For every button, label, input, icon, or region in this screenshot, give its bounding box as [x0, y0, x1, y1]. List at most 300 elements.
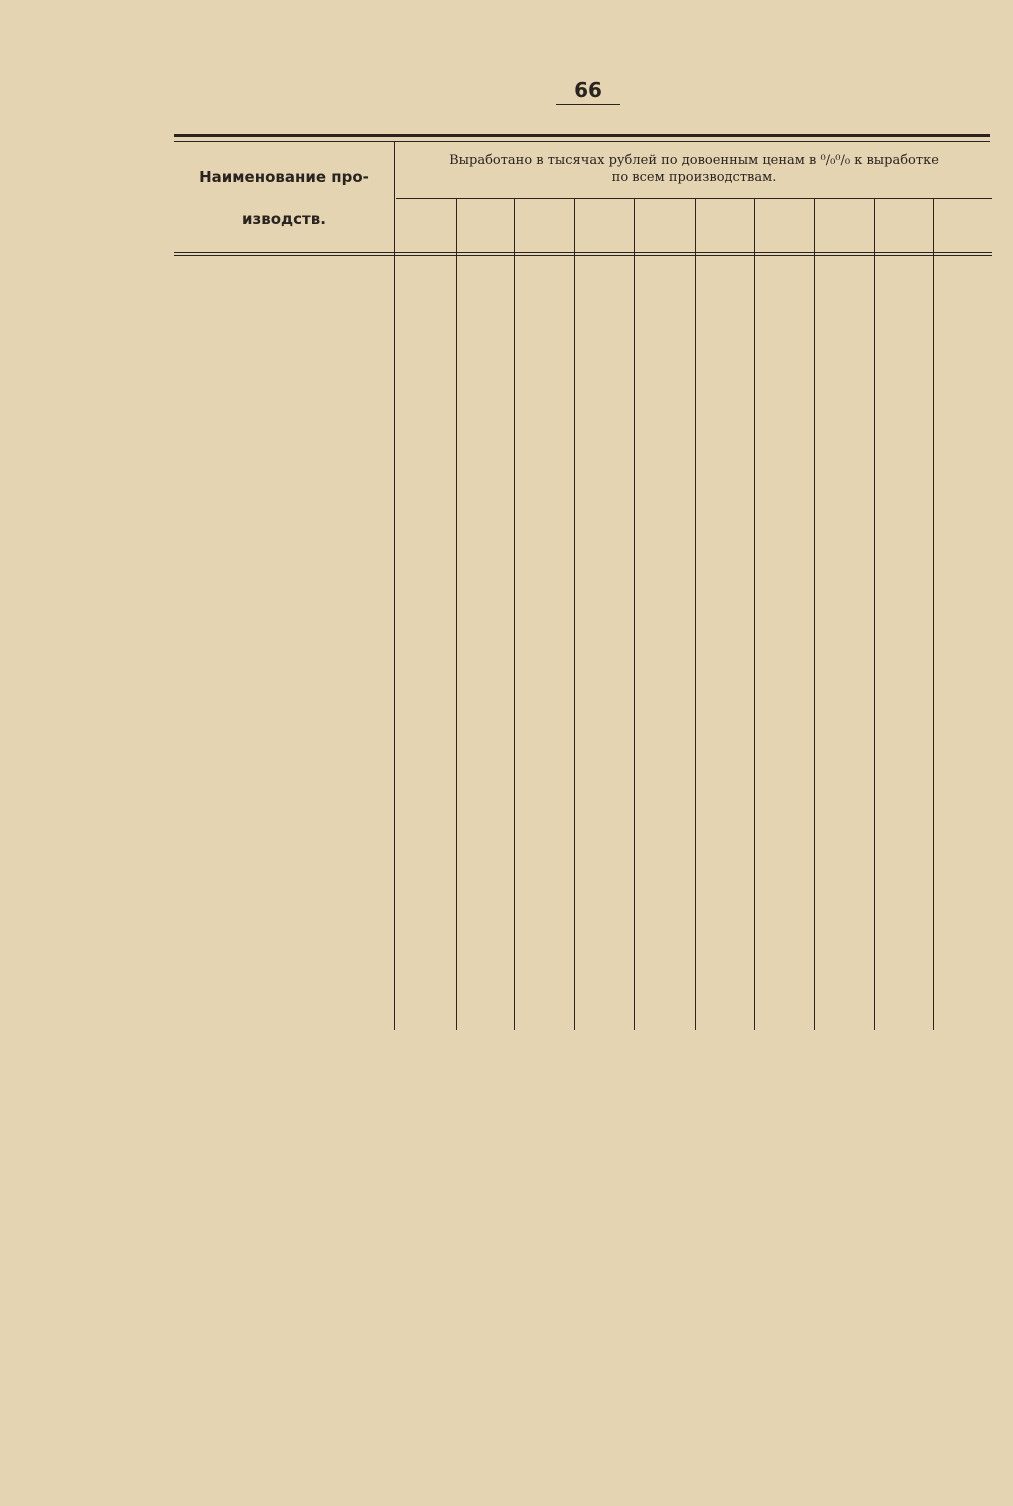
table-cell	[814, 321, 868, 339]
row-label	[168, 557, 390, 575]
row-label	[168, 696, 390, 714]
table-cell	[456, 924, 508, 942]
table-cell	[456, 853, 508, 871]
table-cell	[695, 906, 748, 924]
top-rule-thin	[174, 141, 990, 142]
table-cell	[874, 888, 927, 906]
table-cell	[695, 321, 748, 339]
table-cell	[874, 522, 927, 540]
table-cell	[933, 575, 986, 593]
table-cell	[396, 402, 450, 420]
year-header	[574, 200, 634, 250]
table-cell	[874, 402, 927, 420]
table-cell	[695, 522, 748, 540]
table-cell	[456, 635, 508, 653]
table-cell	[814, 817, 868, 835]
table-cell	[814, 853, 868, 871]
table-cell	[574, 575, 628, 593]
table-cell	[574, 994, 628, 1012]
table-cell	[396, 557, 450, 575]
table-cell	[574, 963, 628, 981]
table-cell	[456, 321, 508, 339]
table-cell	[634, 437, 689, 455]
row-label	[168, 835, 390, 853]
table-cell	[634, 286, 689, 304]
table-cell	[695, 593, 748, 611]
table-cell	[456, 437, 508, 455]
table-cell	[634, 994, 689, 1012]
table-cell	[574, 835, 628, 853]
table-cell	[695, 853, 748, 871]
table-cell	[754, 963, 808, 981]
table-cell	[874, 575, 927, 593]
table-cell	[634, 963, 689, 981]
table-cell	[754, 679, 808, 697]
table-cell	[456, 358, 508, 376]
table-cell	[814, 679, 868, 697]
table-cell	[814, 870, 868, 888]
table-cell	[933, 321, 986, 339]
table-cell	[874, 321, 927, 339]
table-cell	[456, 870, 508, 888]
table-cell	[874, 906, 927, 924]
table-cell	[695, 286, 748, 304]
table-cell	[634, 635, 689, 653]
table-cell	[814, 303, 868, 321]
table-cell	[814, 994, 868, 1012]
row-label	[168, 437, 390, 455]
table-cell	[634, 303, 689, 321]
table-cell	[634, 870, 689, 888]
table-cell	[514, 358, 568, 376]
table-cell	[514, 906, 568, 924]
table-cell	[695, 772, 748, 790]
table-cell	[695, 557, 748, 575]
table-cell	[456, 732, 508, 750]
table-cell	[396, 994, 450, 1012]
table-cell	[695, 835, 748, 853]
table-cell	[933, 772, 986, 790]
header-name-line2: изводств.	[242, 210, 326, 228]
table-cell	[514, 994, 568, 1012]
table-cell	[695, 994, 748, 1012]
table-cell	[514, 478, 568, 496]
row-label	[168, 888, 390, 906]
table-cell	[634, 817, 689, 835]
table-cell	[456, 540, 508, 558]
table-cell	[695, 478, 748, 496]
row-label	[168, 870, 390, 888]
table-cell	[634, 358, 689, 376]
table-cell	[754, 286, 808, 304]
table-cell	[814, 522, 868, 540]
table-cell	[874, 358, 927, 376]
table-cell	[634, 714, 689, 732]
table-cell	[933, 853, 986, 871]
table-cell	[874, 870, 927, 888]
table-cell	[396, 696, 450, 714]
group-total-label	[200, 772, 390, 790]
group-total-label	[200, 358, 390, 376]
table-cell	[754, 817, 808, 835]
table-cell	[456, 994, 508, 1012]
table-cell	[874, 478, 927, 496]
table-cell	[933, 419, 986, 437]
year-header	[456, 200, 514, 250]
row-label	[168, 522, 390, 540]
table-cell	[634, 478, 689, 496]
table-cell	[634, 888, 689, 906]
table-cell	[874, 557, 927, 575]
table-cell	[514, 963, 568, 981]
table-cell	[933, 696, 986, 714]
table-cell	[396, 321, 450, 339]
table-cell	[574, 924, 628, 942]
row-label	[168, 540, 390, 558]
table-cell	[874, 419, 927, 437]
row-label	[168, 732, 390, 750]
table-cell	[695, 679, 748, 697]
table-cell	[574, 817, 628, 835]
table-cell	[933, 286, 986, 304]
table-cell	[933, 906, 986, 924]
table-cell	[933, 593, 986, 611]
table-cell	[814, 963, 868, 981]
year-header	[754, 200, 814, 250]
table-cell	[695, 437, 748, 455]
header-top-line1: Выработано в тысячах рублей по довоенным ценам в ⁰/₀⁰/₀ к выработке	[449, 153, 939, 168]
table-cell	[456, 679, 508, 697]
table-cell	[754, 835, 808, 853]
table-cell	[396, 303, 450, 321]
table-cell	[754, 478, 808, 496]
table-cell	[754, 540, 808, 558]
table-cell	[574, 888, 628, 906]
table-cell	[634, 924, 689, 942]
table-cell	[695, 732, 748, 750]
table-cell	[933, 557, 986, 575]
table-cell	[396, 540, 450, 558]
table-cell	[695, 963, 748, 981]
table-cell	[574, 906, 628, 924]
table-cell	[514, 924, 568, 942]
year-header	[874, 200, 933, 250]
table-cell	[933, 478, 986, 496]
table-cell	[754, 522, 808, 540]
table-cell	[634, 696, 689, 714]
table-cell	[396, 835, 450, 853]
year-header	[933, 200, 992, 250]
table-cell	[396, 714, 450, 732]
table-cell	[514, 303, 568, 321]
table-cell	[814, 924, 868, 942]
table-cell	[574, 679, 628, 697]
table-cell	[814, 714, 868, 732]
table-cell	[456, 575, 508, 593]
table-cell	[456, 402, 508, 420]
table-cell	[514, 557, 568, 575]
table-cell	[814, 286, 868, 304]
table-cell	[574, 696, 628, 714]
table-cell	[874, 303, 927, 321]
table-cell	[695, 635, 748, 653]
table-cell	[634, 557, 689, 575]
table-cell	[634, 593, 689, 611]
table-cell	[754, 557, 808, 575]
table-cell	[396, 732, 450, 750]
table-cell	[695, 540, 748, 558]
year-header	[396, 200, 456, 250]
table-cell	[874, 817, 927, 835]
table-cell	[634, 732, 689, 750]
table-cell	[814, 772, 868, 790]
table-cell	[814, 358, 868, 376]
row-label	[168, 924, 390, 942]
table-cell	[754, 696, 808, 714]
table-cell	[814, 419, 868, 437]
table-cell	[574, 303, 628, 321]
row-label	[168, 853, 390, 871]
table-cell	[574, 358, 628, 376]
table-cell	[456, 557, 508, 575]
table-cell	[396, 437, 450, 455]
group-total-label	[200, 963, 390, 981]
table-cell	[396, 853, 450, 871]
table-cell	[695, 817, 748, 835]
table-cell	[874, 540, 927, 558]
header-divider	[396, 198, 992, 199]
table-cell	[754, 870, 808, 888]
table-cell	[695, 924, 748, 942]
table-cell	[874, 732, 927, 750]
row-label	[168, 714, 390, 732]
table-cell	[754, 924, 808, 942]
table-cell	[574, 321, 628, 339]
table-cell	[396, 963, 450, 981]
row-label	[168, 575, 390, 593]
table-cell	[574, 402, 628, 420]
table-cell	[874, 714, 927, 732]
year-header	[814, 200, 874, 250]
header-bottom-line-2	[174, 255, 992, 256]
table-cell	[574, 557, 628, 575]
table-cell	[574, 732, 628, 750]
table-cell	[456, 817, 508, 835]
table-cell	[695, 888, 748, 906]
table-cell	[814, 402, 868, 420]
table-cell	[574, 714, 628, 732]
table-cell	[874, 963, 927, 981]
table-cell	[814, 575, 868, 593]
row-label	[168, 906, 390, 924]
table-cell	[574, 870, 628, 888]
table-cell	[874, 286, 927, 304]
table-cell	[814, 888, 868, 906]
table-cell	[574, 772, 628, 790]
table-cell	[814, 835, 868, 853]
table-cell	[754, 358, 808, 376]
table-cell	[814, 906, 868, 924]
table-cell	[695, 358, 748, 376]
table-cell	[814, 478, 868, 496]
row-label	[168, 402, 390, 420]
table-cell	[396, 522, 450, 540]
table-cell	[933, 402, 986, 420]
table-cell	[514, 817, 568, 835]
table-cell	[396, 358, 450, 376]
table-cell	[695, 696, 748, 714]
row-label	[168, 286, 390, 304]
table-cell	[634, 419, 689, 437]
table-cell	[754, 994, 808, 1012]
table-cell	[754, 402, 808, 420]
table-cell	[396, 679, 450, 697]
table-cell	[514, 870, 568, 888]
header-bottom-line	[174, 252, 992, 253]
page-number: 66	[556, 78, 620, 105]
table-cell	[874, 437, 927, 455]
table-cell	[514, 402, 568, 420]
table-cell	[456, 286, 508, 304]
header-name-line1: Наименование про-	[199, 168, 369, 186]
table-cell	[456, 696, 508, 714]
table-cell	[574, 522, 628, 540]
table-cell	[874, 772, 927, 790]
table-cell	[695, 870, 748, 888]
table-cell	[754, 419, 808, 437]
table-cell	[396, 478, 450, 496]
table-cell	[396, 419, 450, 437]
table-cell	[695, 402, 748, 420]
table-cell	[456, 419, 508, 437]
table-cell	[933, 522, 986, 540]
table-cell	[933, 963, 986, 981]
table-cell	[514, 575, 568, 593]
table-cell	[634, 853, 689, 871]
row-label	[168, 303, 390, 321]
table-cell	[933, 437, 986, 455]
table-cell	[933, 540, 986, 558]
table-cell	[874, 994, 927, 1012]
table-cell	[456, 593, 508, 611]
table-cell	[456, 835, 508, 853]
group-total-label	[200, 478, 390, 496]
table-cell	[874, 835, 927, 853]
group-total-label	[200, 994, 390, 1012]
table-cell	[514, 853, 568, 871]
table-cell	[695, 419, 748, 437]
table-cell	[754, 772, 808, 790]
table-cell	[814, 557, 868, 575]
table-cell	[874, 924, 927, 942]
table-cell	[456, 772, 508, 790]
table-cell	[814, 635, 868, 653]
table-cell	[754, 906, 808, 924]
table-cell	[634, 522, 689, 540]
table-cell	[814, 593, 868, 611]
year-header	[634, 200, 695, 250]
table-cell	[634, 575, 689, 593]
table-cell	[574, 286, 628, 304]
table-cell	[396, 575, 450, 593]
table-cell	[754, 575, 808, 593]
table-cell	[514, 437, 568, 455]
table-cell	[574, 437, 628, 455]
table-cell	[456, 963, 508, 981]
group-total-label	[200, 635, 390, 653]
table-cell	[754, 303, 808, 321]
row-label	[168, 679, 390, 697]
table-cell	[514, 772, 568, 790]
year-header	[695, 200, 754, 250]
table-cell	[514, 888, 568, 906]
table-cell	[574, 853, 628, 871]
table-cell	[396, 286, 450, 304]
table-cell	[514, 714, 568, 732]
header-top	[396, 152, 992, 186]
table-cell	[514, 286, 568, 304]
table-cell	[634, 540, 689, 558]
table-cell	[574, 419, 628, 437]
top-rule-thick	[174, 134, 990, 137]
table-cell	[514, 419, 568, 437]
table-cell	[695, 714, 748, 732]
table-cell	[574, 635, 628, 653]
table-cell	[933, 303, 986, 321]
table-cell	[874, 593, 927, 611]
table-cell	[396, 635, 450, 653]
table-cell	[754, 714, 808, 732]
table-cell	[814, 732, 868, 750]
table-cell	[933, 835, 986, 853]
table-cell	[814, 540, 868, 558]
table-cell	[754, 635, 808, 653]
table-cell	[514, 696, 568, 714]
table-cell	[456, 888, 508, 906]
table-cell	[634, 402, 689, 420]
table-cell	[634, 906, 689, 924]
table-cell	[514, 835, 568, 853]
table-cell	[933, 870, 986, 888]
table-cell	[514, 540, 568, 558]
table-cell	[695, 575, 748, 593]
table-cell	[933, 358, 986, 376]
table-cell	[396, 924, 450, 942]
table-cell	[754, 437, 808, 455]
table-cell	[634, 679, 689, 697]
table-cell	[814, 437, 868, 455]
table-cell	[514, 635, 568, 653]
column-line	[394, 142, 395, 1030]
table-cell	[933, 888, 986, 906]
table-cell	[396, 593, 450, 611]
table-cell	[396, 870, 450, 888]
table-cell	[874, 679, 927, 697]
table-cell	[456, 714, 508, 732]
table-cell	[456, 906, 508, 924]
table-cell	[396, 772, 450, 790]
table-cell	[514, 522, 568, 540]
table-cell	[933, 994, 986, 1012]
table-cell	[634, 772, 689, 790]
header-top-line2: по всем производствам.	[611, 170, 777, 185]
table-cell	[456, 303, 508, 321]
table-cell	[754, 593, 808, 611]
table-cell	[634, 321, 689, 339]
table-cell	[754, 321, 808, 339]
year-header	[514, 200, 574, 250]
table-cell	[574, 593, 628, 611]
